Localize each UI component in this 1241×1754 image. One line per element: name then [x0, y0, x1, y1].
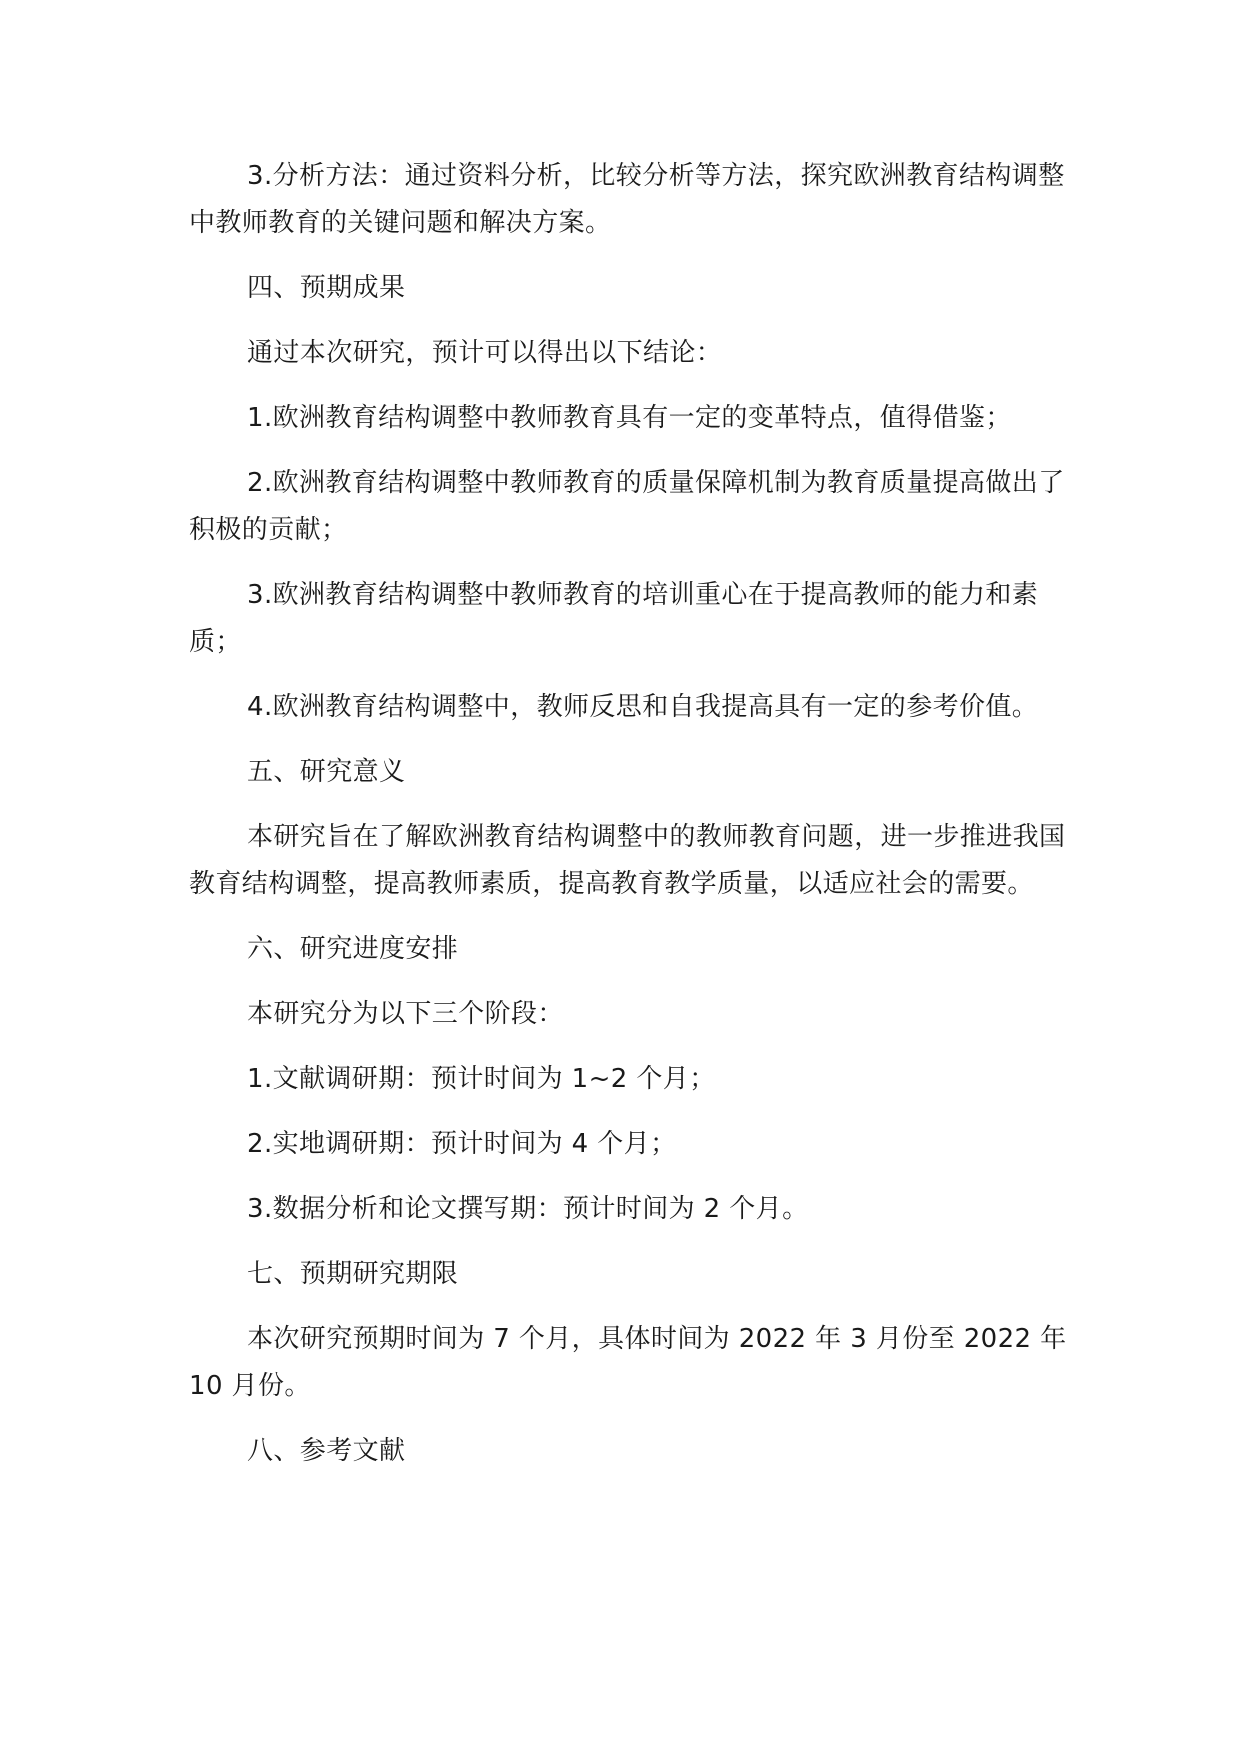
- list-item-conclusion-2: 2.欧洲教育结构调整中教师教育的质量保障机制为教育质量提高做出了积极的贡献；: [189, 468, 1065, 545]
- list-item-stage-3: 3.数据分析和论文撰写期：预计时间为 2 个月。: [247, 1194, 809, 1224]
- paragraph-research-significance: 本研究旨在了解欧洲教育结构调整中的教师教育问题，进一步推进我国教育结构调整，提高教师素质，提高教育教学质量，以适应社会的需要。: [189, 822, 1066, 899]
- paragraph-research-period: 本次研究预期时间为 7 个月，具体时间为 2022 年 3 月份至 2022 年 10 月份。: [189, 1324, 1076, 1401]
- heading-research-significance: 五、研究意义: [247, 757, 406, 787]
- heading-expected-results: 四、预期成果: [247, 273, 406, 303]
- list-item-conclusion-1: 1.欧洲教育结构调整中教师教育具有一定的变革特点，值得借鉴；: [247, 403, 1012, 433]
- heading-research-schedule: 六、研究进度安排: [247, 934, 459, 964]
- paragraph-conclusions-intro: 通过本次研究，预计可以得出以下结论：: [247, 338, 723, 368]
- paragraph-schedule-intro: 本研究分为以下三个阶段：: [247, 999, 564, 1029]
- list-item-stage-2: 2.实地调研期：预计时间为 4 个月；: [247, 1129, 677, 1159]
- list-item-conclusion-4: 4.欧洲教育结构调整中，教师反思和自我提高具有一定的参考价值。: [247, 692, 1039, 722]
- heading-references: 八、参考文献: [247, 1436, 406, 1466]
- paragraph-analysis-method: 3.分析方法：通过资料分析，比较分析等方法，探究欧洲教育结构调整中教师教育的关键问题和解决方案。: [189, 161, 1065, 238]
- document-body: [189, 153, 1076, 1475]
- list-item-stage-1: 1.文献调研期：预计时间为 1~2 个月；: [247, 1064, 716, 1094]
- heading-research-period: 七、预期研究期限: [247, 1259, 459, 1289]
- list-item-conclusion-3: 3.欧洲教育结构调整中教师教育的培训重心在于提高教师的能力和素质；: [189, 580, 1039, 657]
